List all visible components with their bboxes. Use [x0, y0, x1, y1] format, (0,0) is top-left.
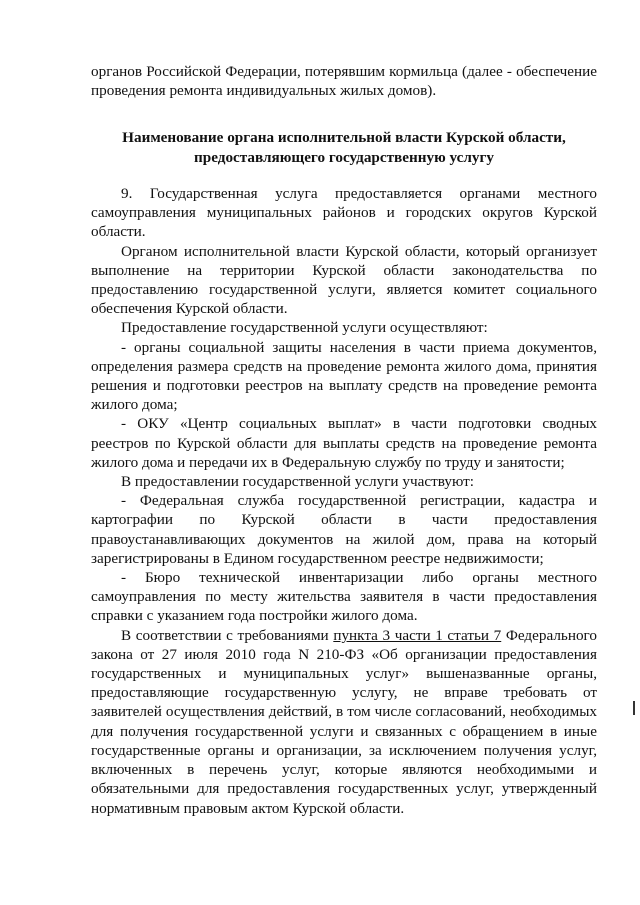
heading-line-2: предоставляющего государственную услугу [194, 149, 494, 166]
paragraph-participate: В предоставлении государственной услуги участвуют: [121, 473, 474, 491]
heading-line-1: Наименование органа исполнительной власти Курской области, [122, 129, 566, 146]
section-heading [91, 128, 597, 168]
paragraph-bti: - Бюро технической инвентаризации либо органы местного самоуправления по месту жительства заявителя в части предоставления справки с указанием года постройки жилого дома. [91, 569, 597, 625]
section-body [91, 184, 597, 818]
paragraph-social-protection: - органы социальной защиты населения в части приема документов, определения размера средств на проведение ремонта жилого дома, принятия решения и подготовки реестров на выплату средств на проведение ремонта жилого дома; [91, 338, 597, 414]
law-text-after: Федерального закона от 27 июля 2010 года N 210-ФЗ «Об организации предоставления государственных и муниципальных услуг» вышеназванные органы, предоставляющие государственную услугу, не вправе требовать от заявителей осуществления действий, в том числе согласований, необходимых для получения государственной услуги и связанных с обращением в иные государственные органы и организации, за исключением получения услуг, включенных в перечень услуг, которые являются необходимыми и обязательными для предоставления государственных услуг, утвержденный нормативным правовым актом Курской области. [91, 626, 597, 817]
paragraph-9: 9. Государственная услуга предоставляется органами местного самоуправления муниципальных районов и городских округов Курской области. [91, 185, 597, 241]
intro-paragraph: органов Российской Федерации, потерявшим кормильца (далее - обеспечение проведения ремонта индивидуальных жилых домов). [91, 63, 597, 100]
paragraph-oku: - ОКУ «Центр социальных выплат» в части подготовки сводных реестров по Курской области для выплаты средств на проведение ремонта жилого дома и передачи их в Федеральную службу по труду и занятости; [91, 415, 597, 471]
paragraph-law [91, 626, 597, 818]
paragraph-organ: Органом исполнительной власти Курской области, который организует выполнение на территории Курской области законодательства по предоставлению государственной услуги, является комитет социального обеспечения Курской области. [91, 242, 597, 318]
paragraph-provide: Предоставление государственной услуги осуществляют: [121, 319, 488, 337]
scan-edge-mark [633, 701, 635, 715]
law-text-before: В соответствии с требованиями [121, 626, 334, 644]
intro-block [91, 62, 597, 100]
paragraph-federal-service: - Федеральная служба государственной регистрации, кадастра и картографии по Курской области в части предоставления правоустанавливающих документов на жилой дом, права на который зарегистрированы в Едином государственном реестре недвижимости; [91, 492, 597, 567]
law-reference-link[interactable]: пункта 3 части 1 статьи 7 [333, 626, 502, 644]
